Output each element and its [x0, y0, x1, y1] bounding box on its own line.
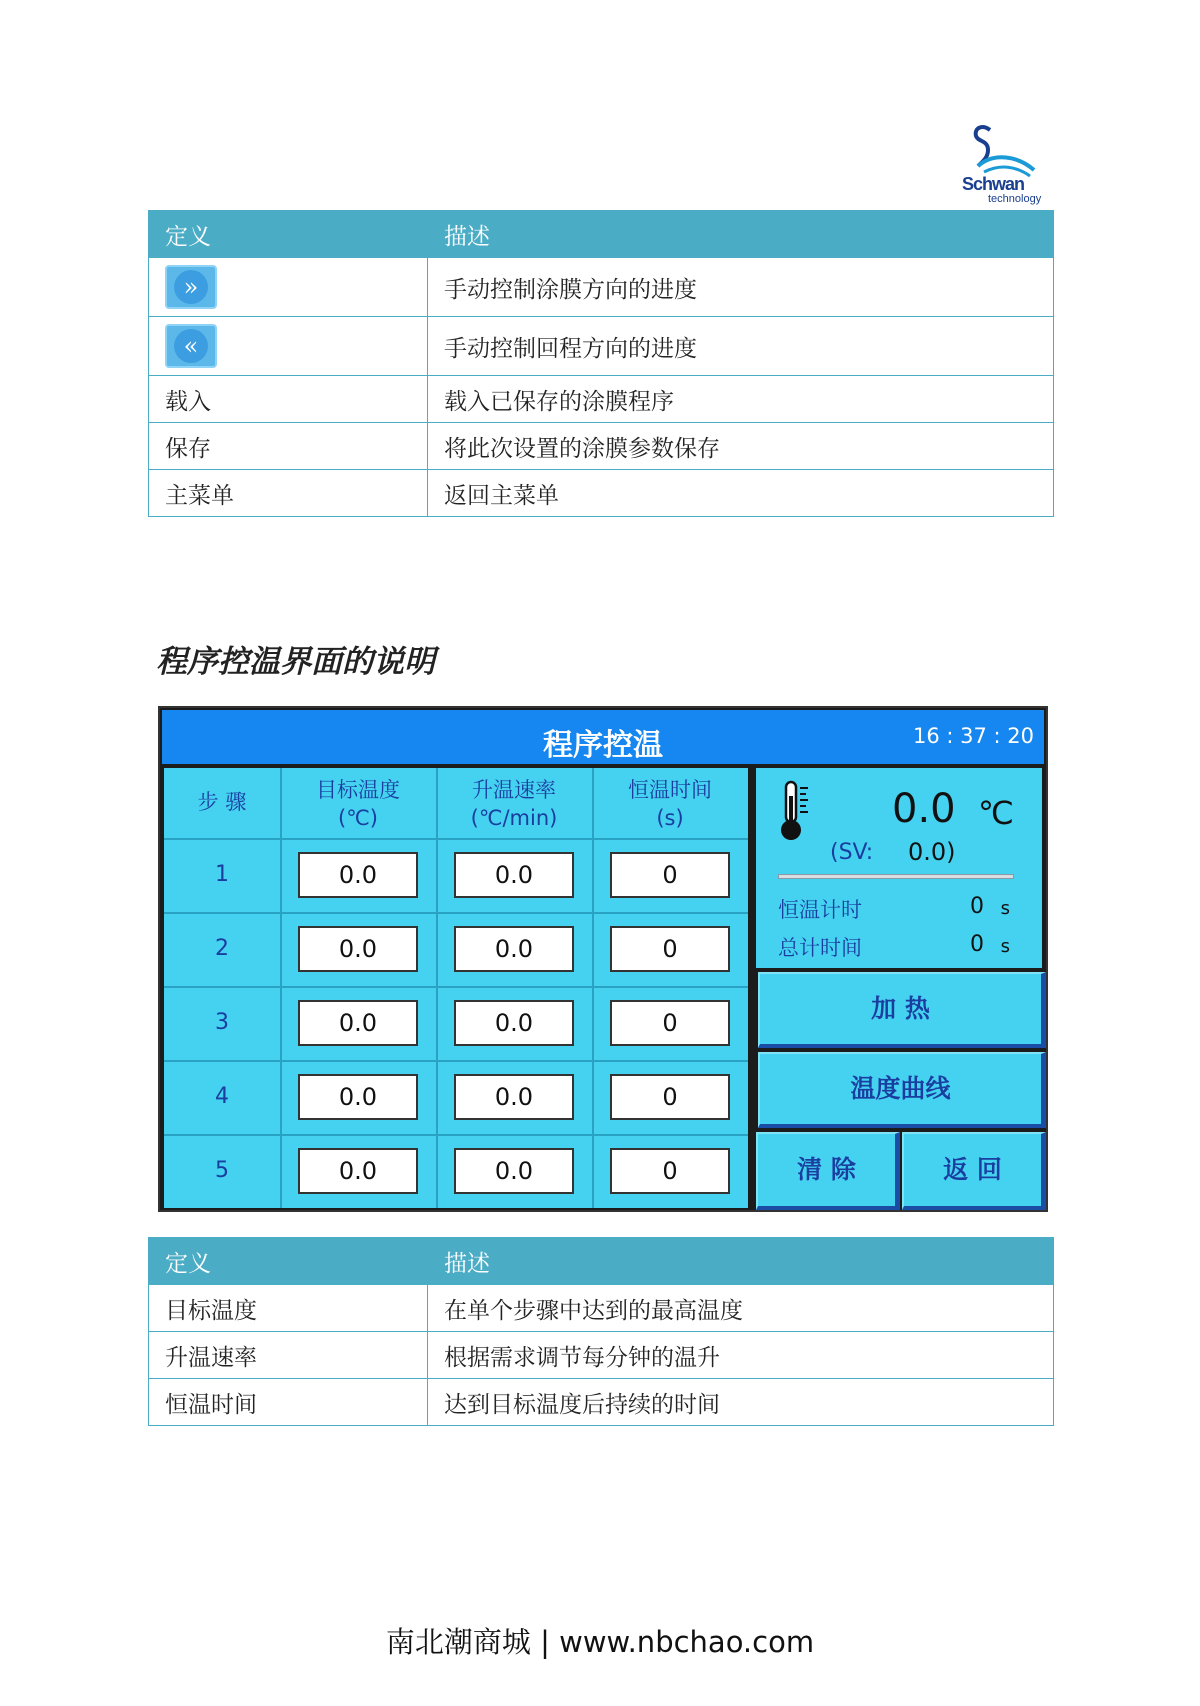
description-cell: 达到目标温度后持续的时间	[428, 1379, 1054, 1426]
target-temp-input[interactable]: 0.0	[298, 1148, 418, 1194]
step-number: 4	[215, 1084, 229, 1109]
definition-cell: 目标温度	[149, 1285, 428, 1332]
target-temp-input[interactable]: 0.0	[298, 1074, 418, 1120]
column-header-hold-time: 恒温时间 (s)	[628, 778, 712, 830]
heat-rate-input[interactable]: 0.0	[454, 1148, 574, 1194]
heat-rate-input[interactable]: 0.0	[454, 1000, 574, 1046]
temperature-unit: ℃	[978, 794, 1014, 832]
clear-button[interactable]: 清 除	[756, 1132, 900, 1210]
hold-time-input[interactable]: 0	[610, 1000, 730, 1046]
description-cell: 根据需求调节每分钟的温升	[428, 1332, 1054, 1379]
column-header-step: 步 骤	[197, 790, 247, 814]
total-time-label: 总计时间	[778, 936, 862, 960]
hold-timer-unit: s	[1000, 898, 1010, 919]
definition-cell: 载入	[149, 376, 428, 423]
hold-timer-value: 0	[970, 894, 984, 919]
definition-cell	[149, 258, 428, 317]
header-definition: 定义	[149, 1238, 428, 1285]
definition-cell	[149, 317, 428, 376]
setpoint-label: (SV:	[830, 840, 874, 865]
section-title: 程序控温界面的说明	[156, 644, 435, 680]
thermometer-icon	[776, 778, 816, 844]
table-row	[149, 423, 1054, 470]
heat-rate-input[interactable]: 0.0	[454, 926, 574, 972]
button-definition-table	[148, 210, 1054, 517]
heat-rate-input[interactable]: 0.0	[454, 852, 574, 898]
hold-time-input[interactable]: 0	[610, 926, 730, 972]
table-row	[149, 376, 1054, 423]
schwan-logo	[960, 122, 1040, 208]
footer-text: 南北潮商城 | www.nbchao.com	[385, 1625, 815, 1659]
logo-sub: technology	[988, 193, 1042, 205]
heat-button[interactable]: 加 热	[758, 972, 1046, 1048]
step-number: 1	[215, 862, 229, 887]
total-time-value: 0	[970, 932, 984, 957]
description-cell: 在单个步骤中达到的最高温度	[428, 1285, 1054, 1332]
definition-cell: 升温速率	[149, 1332, 428, 1379]
hold-time-input[interactable]: 0	[610, 852, 730, 898]
column-header-heat-rate: 升温速率 (℃/min)	[470, 778, 558, 830]
swan-icon	[960, 122, 1040, 182]
current-temperature: 0.0	[892, 786, 956, 832]
column-header-target-temp: 目标温度 (℃)	[316, 778, 400, 830]
target-temp-input[interactable]: 0.0	[298, 1000, 418, 1046]
heat-rate-input[interactable]: 0.0	[454, 1074, 574, 1120]
hold-timer-label: 恒温计时	[778, 898, 862, 922]
logo-brand: Schwan	[962, 174, 1025, 194]
definition-cell: 主菜单	[149, 470, 428, 517]
table-row	[149, 317, 1054, 376]
table-header	[149, 211, 1054, 258]
step-number: 3	[215, 1010, 229, 1035]
description-cell: 手动控制涂膜方向的进度	[428, 258, 1054, 317]
definition-cell: 保存	[149, 423, 428, 470]
setpoint-value: 0.0)	[908, 838, 956, 866]
rewind-icon: «	[165, 324, 217, 368]
hold-time-input[interactable]: 0	[610, 1074, 730, 1120]
hold-time-input[interactable]: 0	[610, 1148, 730, 1194]
header-definition: 定义	[149, 211, 428, 258]
header-description: 描述	[428, 211, 1054, 258]
table-row	[149, 1285, 1054, 1332]
table-row	[149, 1379, 1054, 1426]
step-number: 2	[215, 936, 229, 961]
step-grid	[164, 768, 748, 1208]
temperature-curve-button[interactable]: 温度曲线	[758, 1052, 1046, 1128]
table-row	[149, 258, 1054, 317]
description-cell: 载入已保存的涂膜程序	[428, 376, 1054, 423]
back-button[interactable]: 返 回	[902, 1132, 1046, 1210]
panel-title-bar	[162, 710, 1044, 764]
target-temp-input[interactable]: 0.0	[298, 852, 418, 898]
description-cell: 返回主菜单	[428, 470, 1054, 517]
program-temperature-panel	[158, 706, 1048, 1212]
panel-title: 程序控温	[543, 728, 663, 763]
total-time-unit: s	[1000, 936, 1010, 957]
progress-bar	[778, 874, 1014, 879]
fast-forward-icon: »	[165, 265, 217, 309]
table-row	[149, 470, 1054, 517]
definition-cell: 恒温时间	[149, 1379, 428, 1426]
parameter-definition-table	[148, 1237, 1054, 1426]
target-temp-input[interactable]: 0.0	[298, 926, 418, 972]
step-number: 5	[215, 1158, 229, 1183]
table-header	[149, 1238, 1054, 1285]
description-cell: 手动控制回程方向的进度	[428, 317, 1054, 376]
description-cell: 将此次设置的涂膜参数保存	[428, 423, 1054, 470]
panel-clock: 16 : 37 : 20	[912, 724, 1034, 748]
temperature-status	[756, 768, 1042, 968]
header-description: 描述	[428, 1238, 1054, 1285]
table-row	[149, 1332, 1054, 1379]
